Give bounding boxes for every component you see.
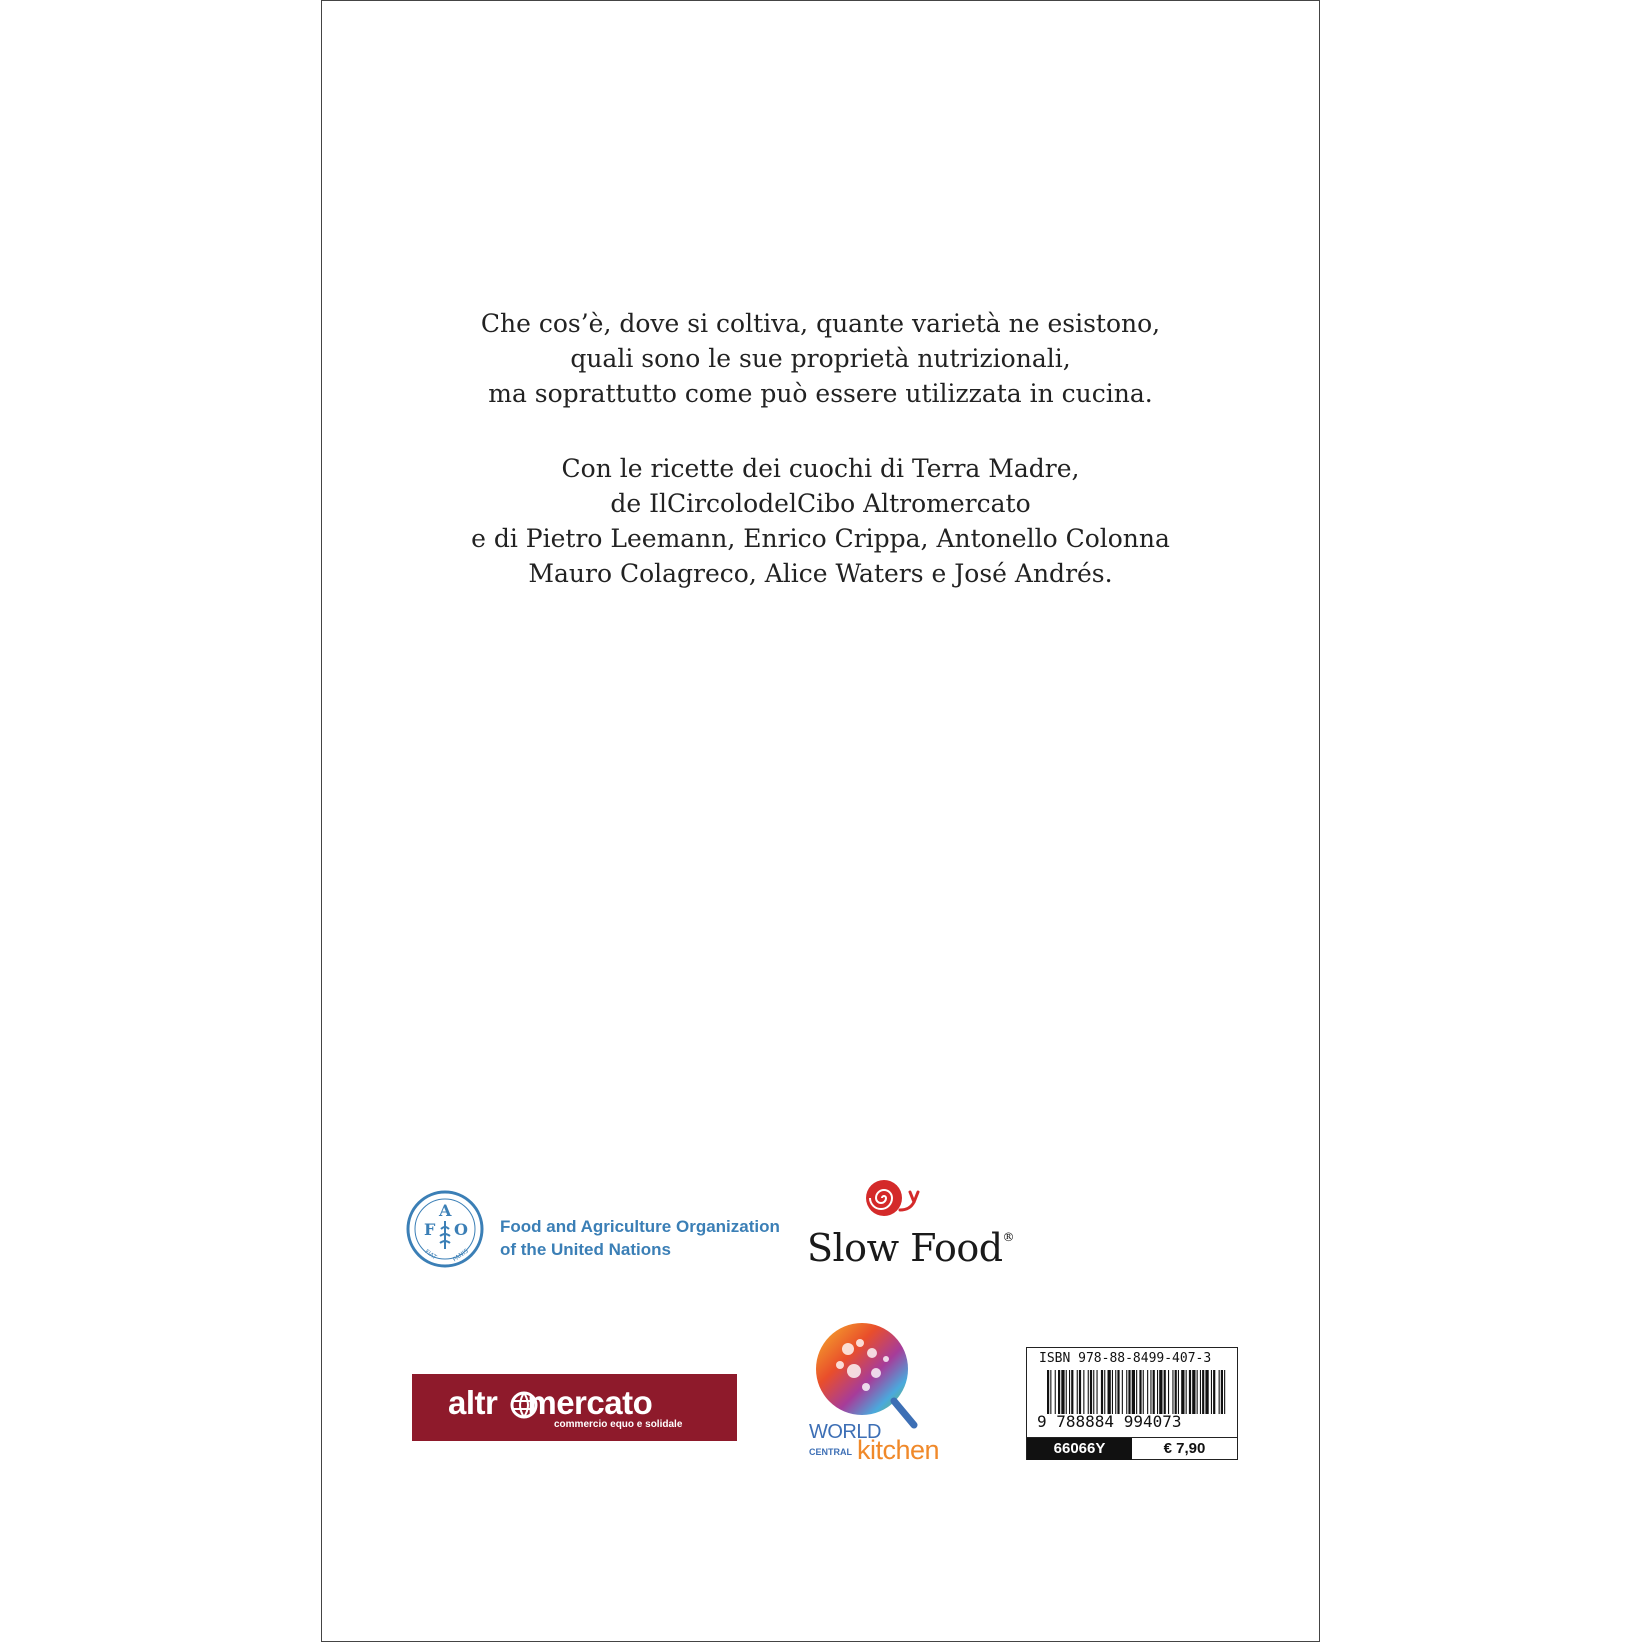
barcode-bar xyxy=(1181,1370,1184,1414)
fao-name-line1: Food and Agriculture Organization xyxy=(500,1217,780,1236)
svg-text:FIAT: FIAT xyxy=(423,1248,438,1262)
barcode-bar xyxy=(1128,1370,1130,1414)
barcode-bar xyxy=(1168,1370,1169,1414)
barcode-bar xyxy=(1186,1370,1187,1414)
barcode-bar xyxy=(1221,1370,1223,1414)
barcode-bar xyxy=(1083,1370,1084,1414)
barcode-bar xyxy=(1115,1370,1116,1414)
slow-food-logo xyxy=(807,1226,1014,1270)
fao-letter-f: F xyxy=(424,1220,436,1239)
barcode-bar xyxy=(1122,1370,1123,1414)
blurb-line: e di Pietro Leemann, Enrico Crippa, Antonello Colonna xyxy=(471,524,1170,553)
barcode-bar xyxy=(1200,1370,1201,1414)
altromercato-word-right: mercato xyxy=(527,1384,653,1421)
blurb-paragraph-2 xyxy=(322,451,1319,591)
wck-central: CENTRAL xyxy=(809,1447,852,1457)
slow-food-name: Slow Food xyxy=(807,1226,1003,1270)
barcode-bar xyxy=(1058,1370,1060,1414)
barcode-bar xyxy=(1211,1370,1212,1414)
blurb-line: Mauro Colagreco, Alice Waters e José Andrés. xyxy=(528,559,1113,588)
barcode-bar xyxy=(1136,1370,1137,1414)
barcode-bar xyxy=(1050,1370,1051,1414)
barcode-bar xyxy=(1117,1370,1119,1414)
barcode-bar xyxy=(1088,1370,1089,1414)
fao-letter-o: O xyxy=(454,1220,468,1239)
price: € 7,90 xyxy=(1163,1440,1206,1457)
barcode-bar xyxy=(1175,1370,1177,1414)
barcode-bar xyxy=(1077,1370,1078,1414)
barcode-bar xyxy=(1061,1370,1064,1414)
barcode-bar xyxy=(1150,1370,1151,1414)
price-row xyxy=(1027,1437,1237,1459)
fao-emblem-icon xyxy=(405,1189,485,1269)
isbn-number: ISBN 978-88-8499-407-3 xyxy=(1039,1351,1212,1366)
barcode-bar xyxy=(1139,1370,1141,1414)
blurb-line: quali sono le sue proprietà nutrizionali, xyxy=(570,344,1071,373)
barcode-bar xyxy=(1157,1370,1158,1414)
barcode-bar xyxy=(1153,1370,1155,1414)
barcode-bar xyxy=(1143,1370,1144,1414)
barcode-bar xyxy=(1202,1370,1204,1414)
fao-name-line2: of the United Nations xyxy=(500,1240,671,1259)
barcode-bar xyxy=(1172,1370,1173,1414)
barcode-bar xyxy=(1159,1370,1162,1414)
barcode-panel xyxy=(1026,1347,1238,1460)
blurb-paragraph-1 xyxy=(322,306,1319,411)
barcode-bar xyxy=(1055,1370,1056,1414)
wck-kitchen: kitchen xyxy=(857,1435,940,1465)
ean-digits: 9 788884 994073 xyxy=(1037,1412,1182,1431)
barcode-bar xyxy=(1219,1370,1220,1414)
registered-mark: ® xyxy=(1002,1230,1015,1244)
barcode-bar xyxy=(1101,1370,1103,1414)
blurb-line: Che cos’è, dove si coltiva, quante varietà ne esistono, xyxy=(480,309,1161,338)
blurb-line: Con le ricette dei cuochi di Terra Madre, xyxy=(561,454,1080,483)
blurb-line: de IlCircolodelCibo Altromercato xyxy=(610,489,1031,518)
barcode-bar xyxy=(1108,1370,1111,1414)
barcode-bar xyxy=(1189,1370,1191,1414)
barcode-bar xyxy=(1066,1370,1067,1414)
fao-name xyxy=(500,1215,780,1261)
barcode-bar xyxy=(1192,1370,1195,1414)
globe-icon xyxy=(510,1391,538,1419)
barcode-bar xyxy=(1197,1370,1198,1414)
barcode-bar xyxy=(1126,1370,1127,1414)
svg-text:PANIS: PANIS xyxy=(451,1247,470,1264)
barcode-bar xyxy=(1164,1370,1166,1414)
barcode-bar xyxy=(1213,1370,1215,1414)
barcode-bar xyxy=(1205,1370,1208,1414)
wck-world: WORLD xyxy=(809,1421,881,1443)
barcode-bar xyxy=(1112,1370,1113,1414)
barcode-bar xyxy=(1132,1370,1135,1414)
barcode-bar xyxy=(1090,1370,1092,1414)
barcode-bar xyxy=(1224,1370,1225,1414)
barcode-bar xyxy=(1071,1370,1073,1414)
fao-letter-a: A xyxy=(439,1201,452,1220)
barcode-bar xyxy=(1097,1370,1098,1414)
altromercato-logo xyxy=(412,1374,737,1441)
product-code: 66066Y xyxy=(1027,1438,1132,1460)
barcode-bar xyxy=(1047,1370,1049,1414)
barcode-bar xyxy=(1079,1370,1081,1414)
barcode-bar xyxy=(1178,1370,1179,1414)
altromercato-tagline: commercio equo e solidale xyxy=(554,1419,683,1430)
blurb-line: ma soprattutto come può essere utilizzata in cucina. xyxy=(488,379,1153,408)
barcode-bar xyxy=(1093,1370,1094,1414)
barcode-bar xyxy=(1147,1370,1148,1414)
barcode-bar xyxy=(1069,1370,1070,1414)
back-cover xyxy=(321,0,1320,1642)
barcode-bar xyxy=(1104,1370,1105,1414)
snail-icon xyxy=(864,1174,920,1222)
altromercato-wordmark xyxy=(448,1384,652,1422)
altromercato-word-left: altr xyxy=(448,1384,498,1421)
